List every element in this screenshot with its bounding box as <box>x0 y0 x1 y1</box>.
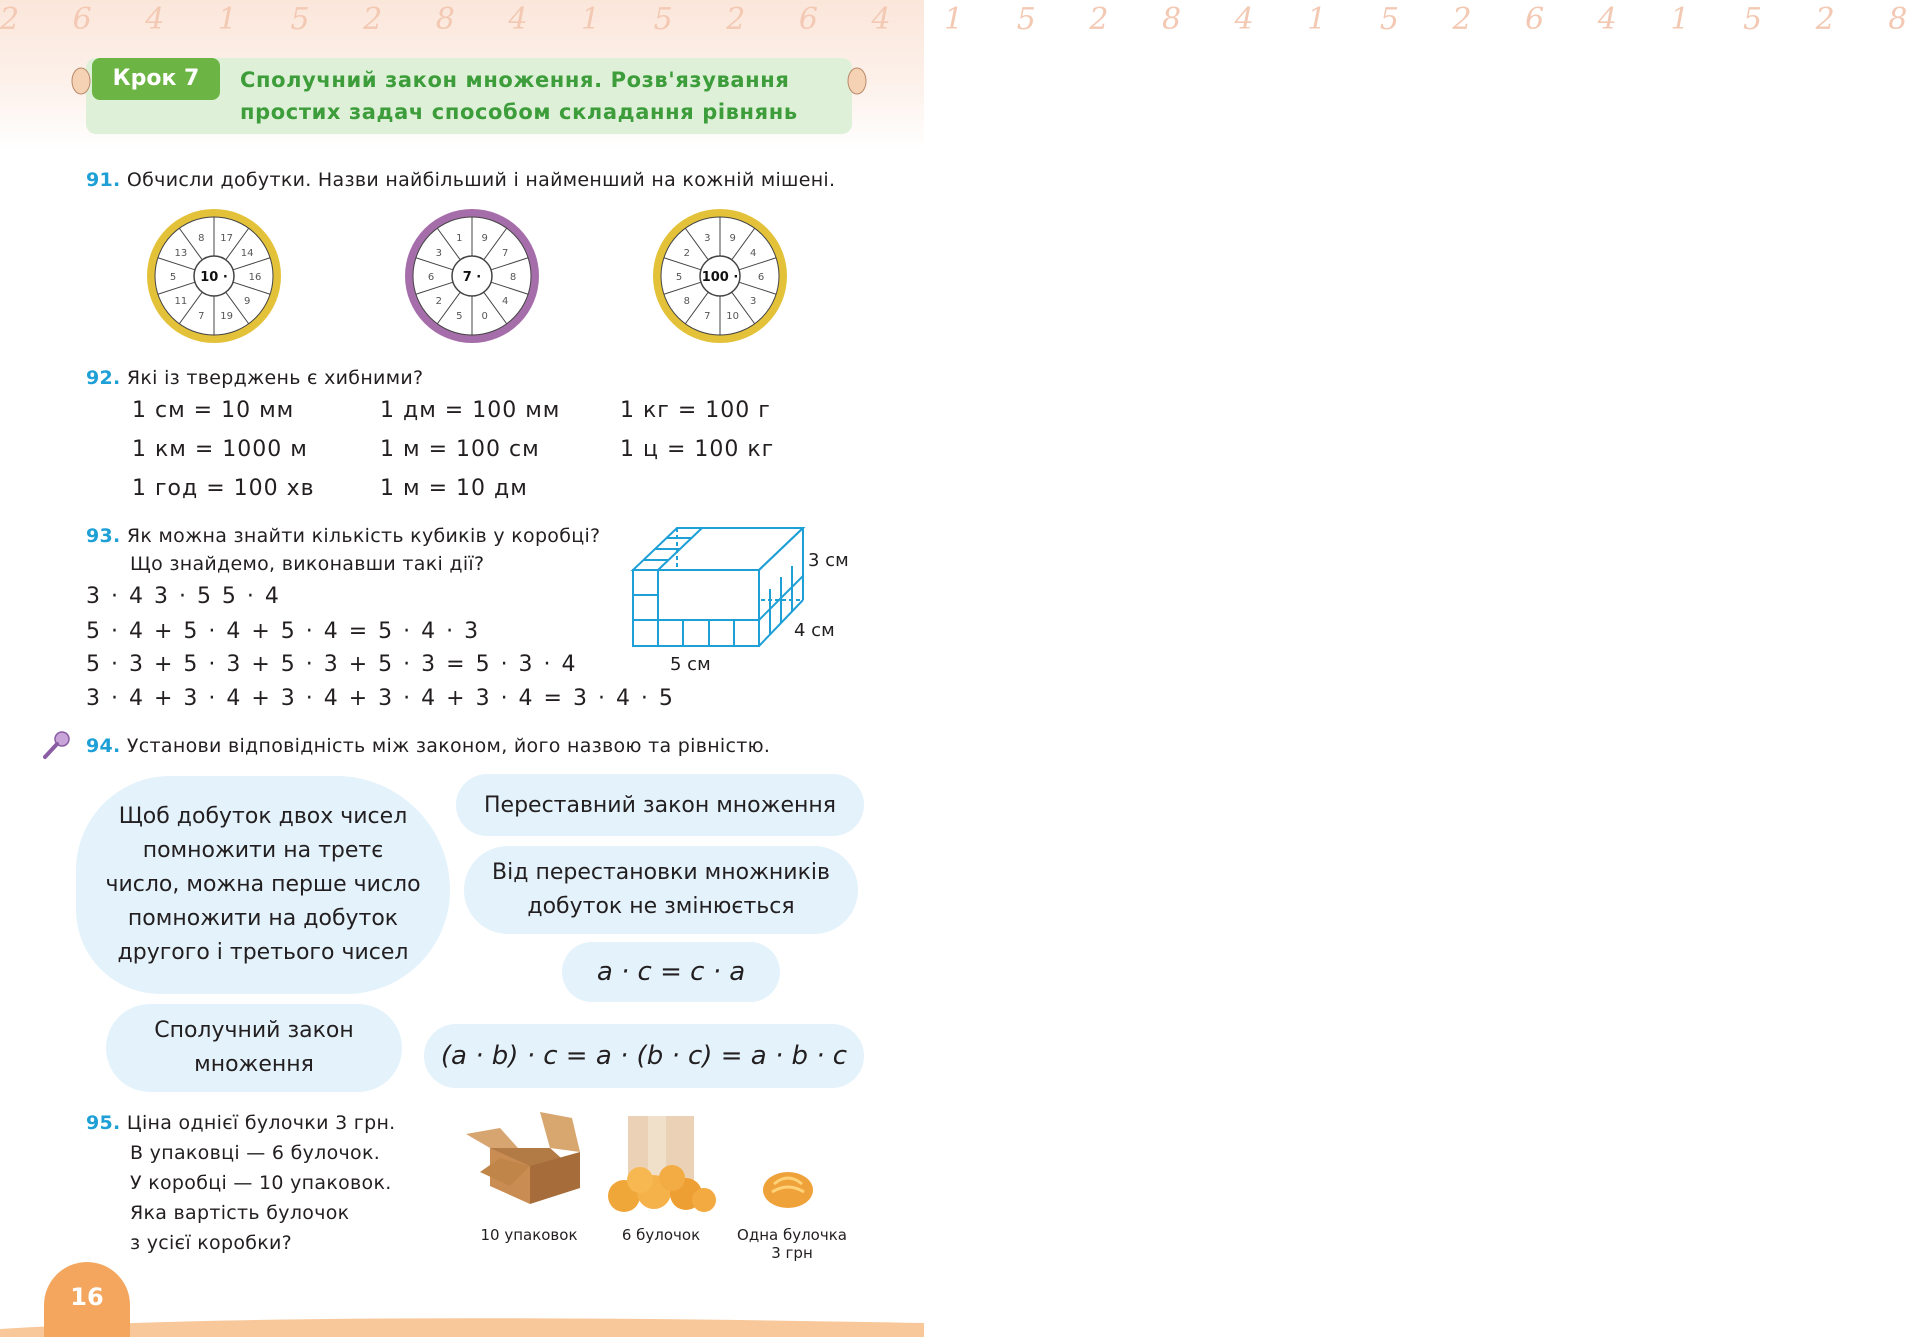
task-95 <box>86 1108 446 1258</box>
expression: 5 · 4 + 5 · 4 + 5 · 4 = 5 · 4 · 3 <box>86 619 481 644</box>
cloud-line: множення <box>194 1052 314 1077</box>
task-number: 91. <box>86 169 121 191</box>
cloud-commutative-name[interactable]: Переставний закон множення <box>462 780 858 830</box>
cardboard-box-icon <box>460 1108 590 1208</box>
target-number: 6 <box>757 272 765 283</box>
cloud-line: добуток не змінюється <box>527 894 795 919</box>
cloud-associative-name[interactable] <box>112 1010 396 1086</box>
target-number: 16 <box>248 272 262 283</box>
target-number: 3 <box>704 233 711 245</box>
dim-width: 5 см <box>670 654 711 675</box>
target-number: 2 <box>683 247 691 259</box>
cloud-associative-rule[interactable] <box>82 782 444 988</box>
page-number: 16 <box>44 1262 130 1337</box>
target-number: 8 <box>198 233 205 245</box>
task-number: 92. <box>86 367 121 389</box>
task-line: У коробці — 10 упаковок. <box>130 1172 392 1194</box>
target-number: 19 <box>220 310 234 322</box>
statement: 1 год = 100 хв <box>132 476 315 501</box>
hand-left-icon <box>70 66 92 96</box>
target-number: 9 <box>481 233 488 245</box>
cloud-line: Щоб добуток двох чисел <box>118 804 408 829</box>
target-number: 7 <box>501 247 509 259</box>
target-center-label: 7 · <box>462 270 482 285</box>
title-line-2: простих задач способом складання рівнянь <box>240 100 798 124</box>
task-line: В упаковці — 6 булочок. <box>130 1142 381 1164</box>
statement: 1 кг = 100 г <box>620 398 771 423</box>
cloud-associative-formula[interactable]: (a · b) · c = a · (b · c) = a · b · c <box>430 1030 858 1082</box>
title-line-1: Сполучний закон множення. Розв'язування <box>240 68 790 92</box>
target-number: 10 <box>726 310 740 322</box>
step-badge: Крок 7 <box>92 58 220 100</box>
cloud-commutative-rule[interactable] <box>470 852 852 928</box>
cloud-line: Від перестановки множників <box>492 860 830 885</box>
target-number: 14 <box>240 247 254 259</box>
target-number: 7 <box>198 310 205 322</box>
target-number: 2 <box>435 296 443 308</box>
target-10 <box>144 206 284 346</box>
task-number: 95. <box>86 1112 121 1134</box>
expression: 5 · 3 + 5 · 3 + 5 · 3 + 5 · 3 = 5 · 3 · 4 <box>86 652 578 677</box>
target-number: 9 <box>243 296 251 308</box>
target-number: 5 <box>675 272 683 283</box>
label-one-bun <box>724 1226 860 1262</box>
target-number: 4 <box>749 247 757 259</box>
page-title <box>240 64 840 128</box>
task-91 <box>86 166 886 194</box>
expression: 3 · 4 + 3 · 4 + 3 · 4 + 3 · 4 + 3 · 4 = 3 · 4 · 5 <box>86 686 675 711</box>
target-number: 0 <box>481 310 488 322</box>
target-number: 3 <box>435 247 443 259</box>
target-number: 1 <box>456 233 463 245</box>
task-line: з усієї коробки? <box>130 1232 293 1254</box>
hand-right-icon <box>846 66 868 96</box>
task-94 <box>86 732 886 760</box>
task-number: 93. <box>86 525 121 547</box>
dim-height: 3 см <box>808 550 849 571</box>
cloud-line: число, можна перше число <box>105 872 421 897</box>
target-number: 17 <box>220 233 234 245</box>
footer-wave <box>0 1297 924 1337</box>
box-of-cubes-diagram <box>625 522 810 652</box>
statement: 1 км = 1000 м <box>132 437 308 462</box>
task-line: Ціна однієї булочки 3 грн. <box>126 1112 396 1134</box>
task-text: Обчисли добутки. Назви найбільший і найменший на кожній мішені. <box>126 169 836 191</box>
task-line: Яка вартість булочок <box>130 1202 350 1224</box>
target-number: 11 <box>174 296 188 308</box>
cloud-commutative-formula[interactable]: a · c = c · a <box>568 948 774 996</box>
bread-bag-icon <box>604 1112 720 1216</box>
target-center-label: 10 · <box>200 270 228 285</box>
cloud-line: другого і третього чисел <box>117 940 409 965</box>
task-92 <box>86 364 786 392</box>
task-text-2: Що знайдемо, виконавши такі дії? <box>130 553 485 575</box>
target-number: 5 <box>456 310 463 322</box>
target-number: 5 <box>169 272 177 283</box>
bun-icon <box>760 1166 816 1210</box>
label-line: Одна булочка <box>737 1226 847 1244</box>
target-number: 3 <box>749 296 757 308</box>
target-center-label: 100 · <box>701 270 739 285</box>
label-box: 10 упаковок <box>480 1226 578 1244</box>
target-number: 8 <box>683 296 691 308</box>
target-number: 6 <box>427 272 435 283</box>
statement: 1 ц = 100 кг <box>620 437 775 462</box>
target-100 <box>650 206 790 346</box>
target-number: 8 <box>509 272 517 283</box>
task-text: Які із тверджень є хибними? <box>126 367 424 389</box>
dim-depth: 4 см <box>794 620 835 641</box>
label-line: 3 грн <box>771 1244 813 1262</box>
task-93 <box>86 522 646 578</box>
microphone-icon <box>40 728 74 762</box>
task-text-1: Як можна знайти кількість кубиків у коробці? <box>126 525 601 547</box>
label-pack: 6 булочок <box>621 1226 701 1244</box>
task-number: 94. <box>86 735 121 757</box>
target-number: 13 <box>174 247 188 259</box>
target-7 <box>402 206 542 346</box>
statement: 1 дм = 100 мм <box>380 398 561 423</box>
task-text: Установи відповідність між законом, його назвою та рівністю. <box>126 735 771 757</box>
target-number: 7 <box>704 310 711 322</box>
expression: 3 · 4 3 · 5 5 · 4 <box>86 584 281 609</box>
cloud-line: помножити на третє <box>142 838 384 863</box>
decorative-digits: 2 6 4 1 5 2 8 4 1 5 2 6 4 1 5 2 8 4 1 5 2 6 4 1 5 2 8 <box>0 2 1929 37</box>
cloud-line: Сполучний закон <box>154 1018 354 1043</box>
statement: 1 м = 10 дм <box>380 476 528 501</box>
cloud-line: помножити на добуток <box>127 906 399 931</box>
target-number: 4 <box>501 296 509 308</box>
target-number: 9 <box>729 233 736 245</box>
statement: 1 см = 10 мм <box>132 398 295 423</box>
statement: 1 м = 100 см <box>380 437 540 462</box>
